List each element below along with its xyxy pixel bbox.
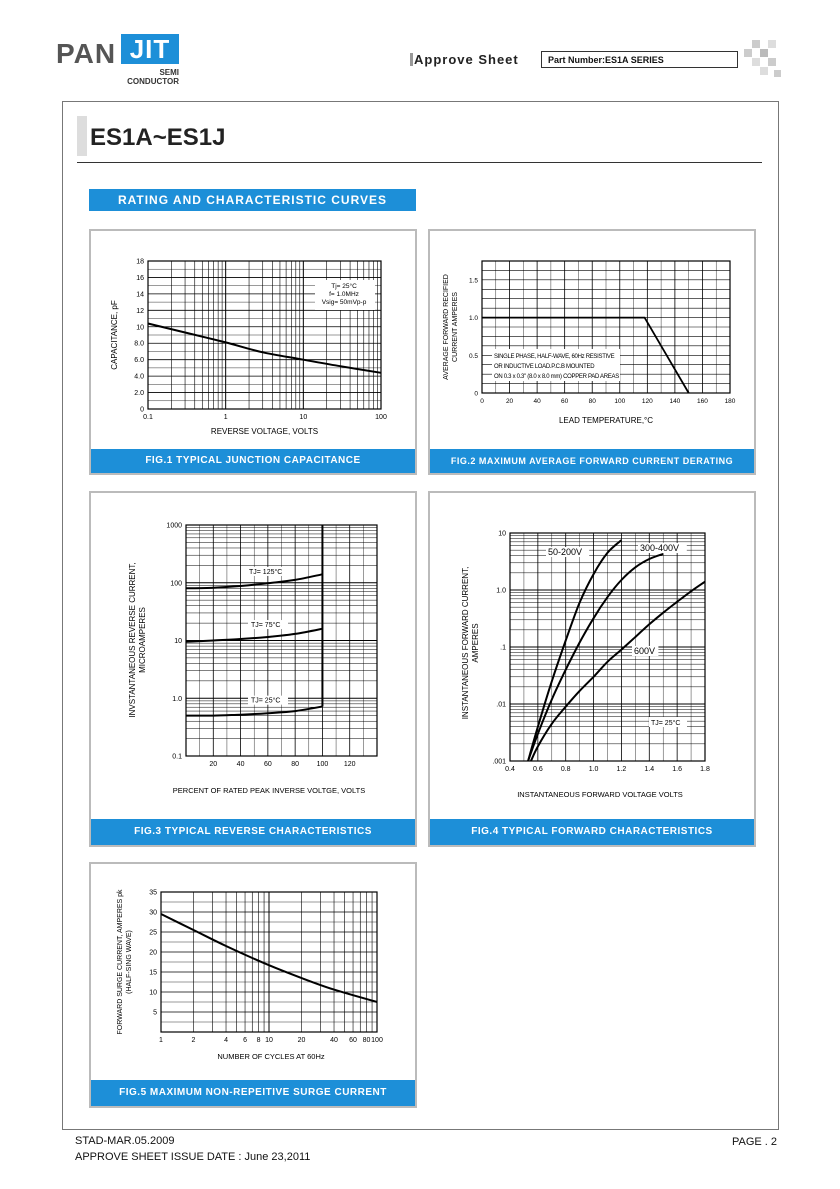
fig1-x-tick: 10	[299, 414, 308, 421]
fig5-y-tick: 10	[149, 989, 157, 997]
logo-pan: PAN	[56, 38, 117, 69]
fig5-x-label: NUMBER OF CYCLES AT 60Hz	[217, 1052, 325, 1061]
fig3-y-label-2: MICROAMPERES	[138, 607, 147, 673]
fig1-annotation: f= 1.0MHz	[329, 291, 359, 298]
fig5-caption: FIG.5 MAXIMUM NON-REPEITIVE SURGE CURRENT	[91, 1080, 415, 1106]
approve-sheet-label: Approve Sheet	[414, 52, 519, 67]
fig5-y-tick: 30	[149, 909, 157, 917]
fig5-x-tick: 80	[362, 1037, 371, 1044]
fig5-x-tick: 10	[265, 1037, 273, 1044]
checker-decoration	[742, 40, 782, 80]
fig1-chart	[91, 231, 415, 447]
fig2-x-tick: 100	[614, 398, 626, 405]
fig5-x-tick: 40	[330, 1037, 338, 1044]
fig2-x-tick: 20	[505, 398, 514, 405]
fig2-annotation: SINGLE PHASE, HALF-WAVE, 60Hz RESISTIVE	[494, 354, 615, 360]
fig2-chart	[430, 231, 754, 447]
fig5-y-tick: 25	[149, 929, 157, 937]
fig5-chart	[91, 864, 415, 1078]
footer-doc-id: STAD-MAR.05.2009	[75, 1135, 175, 1147]
fig5-x-tick: 4	[224, 1037, 228, 1044]
fig5-x-tick: 20	[297, 1037, 306, 1044]
fig3-y-tick: 0.1	[172, 753, 182, 761]
fig2-x-tick: 160	[697, 398, 708, 405]
fig3-x-tick: 20	[209, 761, 218, 768]
fig3-panel	[89, 491, 417, 847]
title-rule	[77, 162, 762, 163]
fig2-panel	[428, 229, 756, 475]
fig3-y-tick: 10	[174, 638, 182, 645]
fig5-panel	[89, 862, 417, 1108]
fig2-x-tick: 140	[669, 398, 681, 405]
fig2-x-tick: 180	[724, 398, 736, 405]
fig5-y-tick: 15	[149, 969, 157, 977]
fig3-y-tick: 1000	[166, 522, 182, 530]
fig4-series-line	[531, 582, 705, 761]
fig1-y-tick: 8.0	[134, 340, 144, 348]
fig5-y-tick: 5	[153, 1009, 157, 1017]
fig1-caption: FIG.1 TYPICAL JUNCTION CAPACITANCE	[91, 449, 415, 473]
fig5-x-tick: 2	[191, 1037, 196, 1044]
fig4-y-tick: .001	[492, 758, 506, 766]
fig4-x-tick: 1.2	[616, 766, 627, 773]
fig4-x-tick: 0.4	[505, 766, 515, 773]
fig4-y-tick: 1.0	[496, 587, 506, 595]
fig4-x-tick: 1.8	[700, 766, 710, 773]
fig4-x-label: INSTANTANEOUS FORWARD VOLTAGE VOLTS	[517, 790, 683, 799]
fig3-y-label: INVSTANTANEOUS REVERSE CURRENT,	[128, 562, 137, 718]
fig4-series-label: 600V	[634, 646, 656, 656]
fig1-y-tick: 14	[136, 291, 144, 299]
fig2-y-label-2: CURRENT AMPERES	[452, 292, 459, 362]
fig3-y-tick: 1.0	[172, 695, 182, 703]
fig4-annotation: TJ= 25°C	[651, 720, 681, 727]
fig2-y-tick: 1.0	[468, 315, 478, 323]
fig2-caption: FIG.2 MAXIMUM AVERAGE FORWARD CURRENT DERATING	[430, 449, 754, 473]
fig2-x-tick: 60	[561, 398, 569, 405]
fig1-y-tick: 10	[136, 324, 144, 332]
fig2-annotation: OR INDUCTIVE LOAD.P.C.B MOUNTED	[494, 364, 595, 370]
fig4-panel	[428, 491, 756, 847]
fig4-x-tick: 1.6	[672, 766, 683, 773]
footer-issue-date: APPROVE SHEET ISSUE DATE : June 23,2011	[75, 1151, 311, 1163]
fig4-series-label: 300-400V	[640, 543, 680, 553]
fig1-y-tick: 12	[136, 307, 144, 315]
part-number-box: Part Number:ES1A SERIES	[541, 51, 738, 68]
fig2-y-tick: 1.5	[468, 277, 478, 285]
fig5-y-label-2: (HALF-SING WAVE)	[126, 930, 133, 994]
fig4-caption: FIG.4 TYPICAL FORWARD CHARACTERISTICS	[430, 819, 754, 845]
footer-page: PAGE . 2	[732, 1136, 778, 1148]
fig4-x-tick: 0.6	[532, 766, 543, 773]
fig3-caption: FIG.3 TYPICAL REVERSE CHARACTERISTICS	[91, 819, 415, 845]
section-title: RATING AND CHARACTERISTIC CURVES	[89, 189, 416, 211]
fig4-y-label: INSTANTANEOUS FORWARD CURRENT,	[461, 566, 470, 720]
approve-marker	[410, 53, 413, 66]
fig1-annotation: Tj= 25°C	[331, 283, 357, 290]
fig3-x-tick: 40	[236, 761, 245, 768]
fig1-x-tick: 100	[375, 414, 387, 421]
fig1-annotation: Vsig= 50mVp-p	[321, 299, 367, 306]
fig1-series-line	[148, 324, 381, 373]
fig5-y-tick: 35	[149, 889, 157, 897]
fig2-y-label: AVERAGE FORWARD RECIFIED	[443, 274, 450, 380]
fig2-annotation: ON 0.3 x 0.3" (8.0 x 8.0 mm) COPPER PAD AREAS	[494, 374, 619, 380]
fig1-x-tick: 1	[223, 414, 228, 421]
title-tab	[77, 116, 87, 156]
fig1-y-tick: 18	[136, 258, 144, 266]
fig1-y-tick: 6.0	[134, 357, 144, 365]
fig3-series-label: TJ= 25°C	[251, 697, 281, 705]
fig2-y-tick: 0	[474, 390, 478, 398]
fig3-x-tick: 120	[343, 761, 356, 768]
fig1-panel	[89, 229, 417, 475]
fig1-y-tick: 0	[140, 406, 144, 414]
fig4-series-label: 50-200V	[548, 547, 583, 557]
fig1-y-label: CAPACITANCE, pF	[110, 300, 119, 370]
fig3-x-tick: 100	[316, 761, 329, 768]
fig3-x-tick: 80	[291, 761, 300, 768]
fig1-y-tick: 16	[136, 274, 144, 282]
fig5-x-tick: 8	[256, 1037, 261, 1044]
fig5-x-tick: 1	[159, 1037, 163, 1044]
fig4-chart	[430, 493, 754, 817]
fig3-series-label: TJ= 125°C	[249, 568, 283, 576]
fig1-y-tick: 4.0	[134, 373, 144, 381]
fig4-x-tick: 1.4	[644, 766, 655, 773]
fig3-x-tick: 60	[263, 761, 272, 768]
fig1-y-tick: 2.0	[134, 390, 144, 398]
logo-jit: JIT	[121, 34, 179, 64]
fig5-x-tick: 6	[243, 1037, 247, 1044]
fig3-series-label: TJ= 75°C	[251, 622, 281, 630]
fig5-y-tick: 20	[149, 949, 157, 957]
page-title: ES1A~ES1J	[90, 124, 226, 151]
fig3-y-tick: 100	[170, 580, 182, 588]
fig2-x-tick: 0	[480, 398, 484, 405]
fig5-x-tick: 60	[349, 1037, 357, 1044]
fig1-x-label: REVERSE VOLTAGE, VOLTS	[210, 427, 319, 436]
fig2-x-tick: 80	[588, 398, 596, 405]
logo-sub-semi: SEMI	[159, 68, 179, 77]
fig3-chart	[91, 493, 415, 817]
fig4-x-tick: 0.8	[560, 766, 571, 773]
fig4-y-tick: 10	[498, 530, 506, 538]
fig1-x-tick: 0.1	[143, 414, 153, 421]
fig4-x-tick: 1.0	[588, 766, 599, 773]
fig2-x-tick: 120	[641, 398, 653, 405]
fig5-y-label: FORWARD SURGE CURRENT, AMPERES pk	[117, 889, 124, 1035]
fig3-x-label: PERCENT OF RATED PEAK INVERSE VOLTGE, VOLTS	[172, 786, 366, 795]
fig4-y-label-2: AMPERES	[471, 623, 480, 663]
logo-sub-conductor: CONDUCTOR	[127, 77, 179, 86]
logo-subtitle	[124, 68, 179, 86]
fig2-y-tick: 0.5	[468, 352, 478, 360]
fig2-x-label: LEAD TEMPERATURE,°C	[558, 416, 654, 425]
fig5-x-tick: 100	[371, 1037, 383, 1044]
fig2-x-tick: 40	[533, 398, 541, 405]
fig4-y-tick: .1	[500, 644, 506, 652]
fig4-y-tick: .01	[496, 701, 506, 709]
